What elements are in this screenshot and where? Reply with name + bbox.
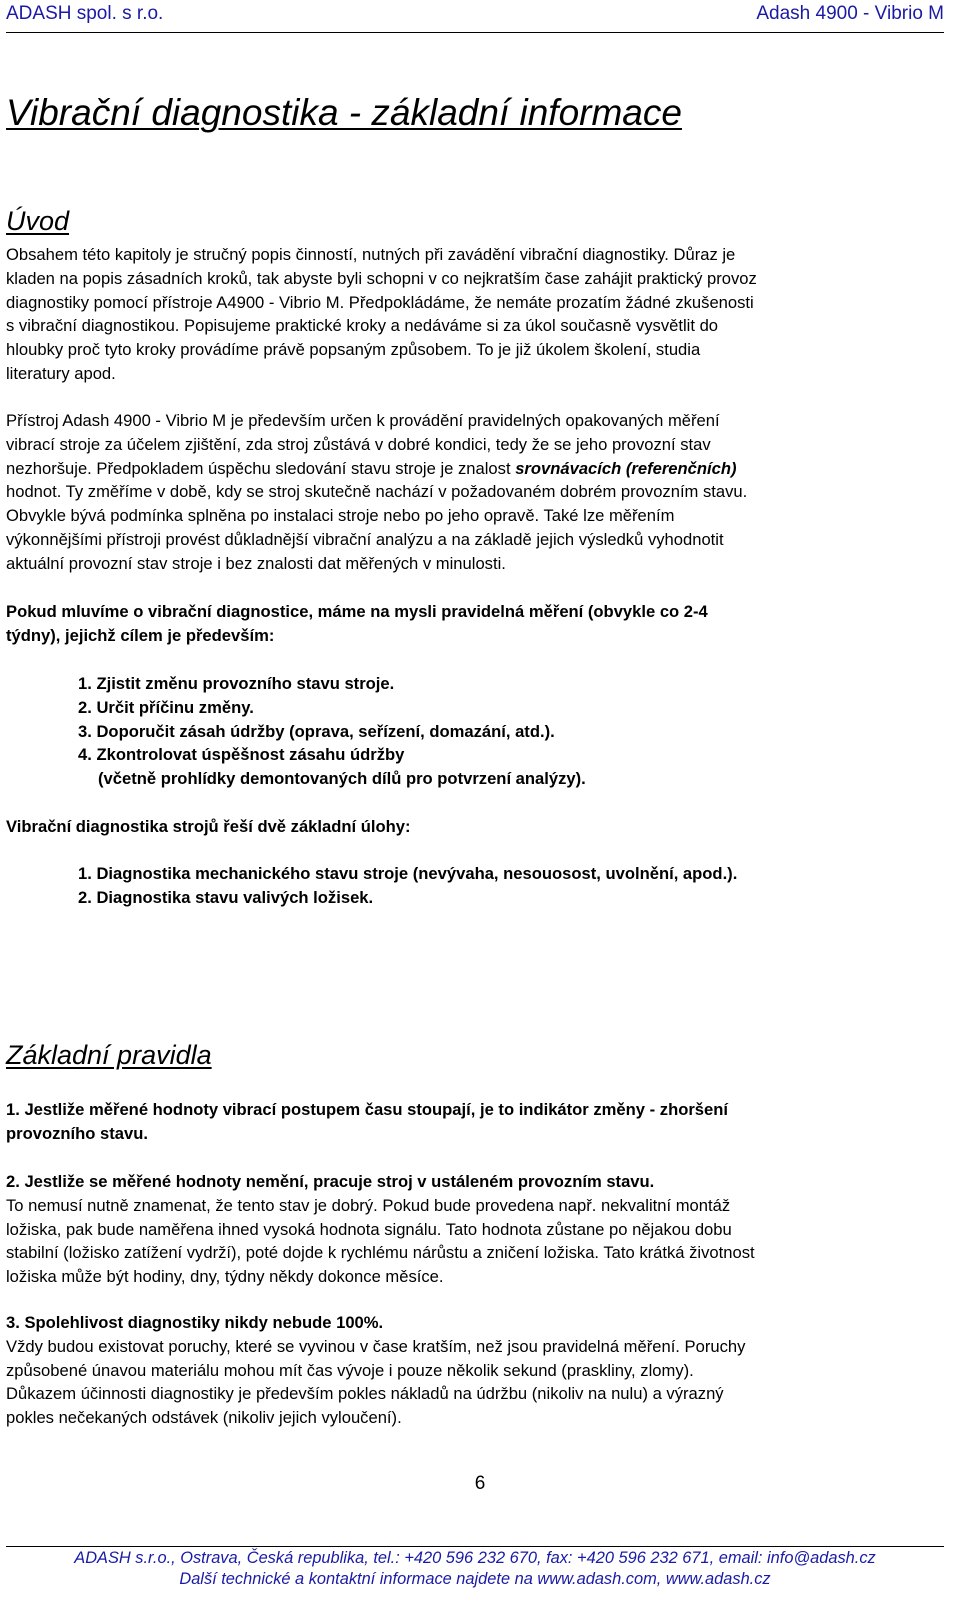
rule-title: 2. Jestliže se měřené hodnoty nemění, pracuje stroj v ustáleném provozním stavu. <box>6 1172 655 1191</box>
text-line: s vibrační diagnostikou. Popisujeme praktické kroky a nedáváme si za úkol současně vysvětlit do <box>6 316 719 336</box>
footer-web: Další technické a kontaktní informace najdete na www.adash.com, www.adash.cz <box>179 1570 771 1588</box>
text-line: 1. Jestliže měřené hodnoty vibrací postupem času stoupají, je to indikátor změny - zhoršení <box>6 1100 728 1119</box>
list-item: 1. Zjistit změnu provozního stavu stroje. <box>78 674 395 693</box>
rule-2 <box>6 1170 941 1289</box>
text-line: kladen na popis zásadních kroků, tak abyste byli schopni v co nejkratším čase zahájit praktický provoz <box>6 268 757 288</box>
text-line: provozního stavu. <box>6 1123 148 1143</box>
text-line: hloubky proč tyto kroky provádíme právě popsaným způsobem. To je již úkolem školení, studia <box>6 340 701 360</box>
text-line: Důkazem účinnosti diagnostiky je především pokles nákladů na údržbu (nikoliv na nulu) a výrazný <box>6 1384 724 1404</box>
list-item: 2. Diagnostika stavu valivých ložisek. <box>78 887 374 907</box>
list-item: 3. Doporučit zásah údržby (oprava, seřízení, domazání, atd.). <box>78 721 555 741</box>
text-line: Přístroj Adash 4900 - Vibrio M je především určen k provádění pravidelných opakovaných měření <box>6 411 720 430</box>
definition-paragraph <box>6 600 941 648</box>
page-title: Vibrační diagnostika - základní informace <box>6 92 682 133</box>
text-line: ložiska může být hodiny, dny, týdny někdy dokonce měsíce. <box>6 1267 444 1287</box>
text-line: stabilní (ložisko zatížení vydrží), poté dojde k rychlému nárůstu a zničení ložiska. Tato krátká životnost <box>6 1243 755 1263</box>
section-heading-uvod: Úvod <box>6 206 70 236</box>
header-company: ADASH spol. s r.o. <box>6 3 164 24</box>
page-footer <box>6 1546 944 1590</box>
text-line: literatury apod. <box>6 363 116 383</box>
page-header <box>6 0 944 33</box>
text-span: nezhoršuje. Předpokladem úspěchu sledování stavu stroje je znalost <box>6 458 516 478</box>
text-line: To nemusí nutně znamenat, že tento stav je dobrý. Pokud bude provedena např. nekvalitní montáž <box>6 1195 731 1215</box>
tasks-intro <box>6 815 941 839</box>
goals-list <box>6 672 941 791</box>
text-line: hodnot. Ty změříme v době, kdy se stroj skutečně nachází v požadovaném dobrém provozním stavu. <box>6 482 748 502</box>
text-line: diagnostiky pomocí přístroje A4900 - Vibrio M. Předpokládáme, že nemáte prozatím žádné zkušenosti <box>6 292 754 312</box>
text-line: způsobené únavou materiálu mohou mít čas vývoje i pouze několik sekund (praskliny, zlomy). <box>6 1360 694 1380</box>
list-item: 1. Diagnostika mechanického stavu stroje (nevývaha, nesouosost, uvolnění, apod.). <box>78 864 738 883</box>
list-item-continuation: (včetně prohlídky demontovaných dílů pro potvrzení analýzy). <box>98 769 586 789</box>
tasks-list <box>6 862 941 910</box>
reference-values-emphasis: srovnávacích (referenčních) <box>515 458 737 478</box>
device-paragraph <box>6 409 941 576</box>
text-line: Vždy budou existovat poruchy, které se vyvinou v čase kratším, než jsou pravidelná měření. Poruchy <box>6 1336 746 1356</box>
footer-contact: ADASH s.r.o., Ostrava, Česká republika, tel.: +420 596 232 670, fax: +420 596 232 671, email: info@adash.cz <box>74 1549 876 1567</box>
text-line: aktuální provozní stav stroje i bez znalosti dat měřených v minulosti. <box>6 553 506 573</box>
text-line: Obvykle bývá podmínka splněna po instalaci stroje nebo po jeho opravě. Také lze měřením <box>6 506 675 526</box>
section-heading-rules: Základní pravidla <box>6 1040 212 1070</box>
text-line: pokles nečekaných odstávek (nikoliv jejich vyloučení). <box>6 1408 402 1428</box>
list-item: 2. Určit příčinu změny. <box>78 697 254 717</box>
text-line: Vibrační diagnostika strojů řeší dvě základní úlohy: <box>6 817 411 836</box>
text-line: výkonnějšími přístroji provést důkladnější vibrační analýzu a na základě jejich výsledků vyhodnotit <box>6 529 724 549</box>
text-line: vibrací stroje za účelem zjištění, zda stroj zůstává v dobré kondici, tedy že se jeho provozní stav <box>6 434 711 454</box>
list-item: 4. Zkontrolovat úspěšnost zásahu údržby <box>78 745 405 765</box>
rule-1 <box>6 1098 941 1146</box>
text-line <box>6 457 941 481</box>
header-product: Adash 4900 - Vibrio M <box>756 3 944 24</box>
text-line: Obsahem této kapitoly je stručný popis činností, nutných při zavádění vibrační diagnostiky. Důraz je <box>6 245 736 264</box>
rule-title: 3. Spolehlivost diagnostiky nikdy nebude 100%. <box>6 1313 384 1332</box>
page-number: 6 <box>474 1473 486 1494</box>
intro-paragraph <box>6 243 941 386</box>
text-line: ložiska, pak bude naměřena ihned vysoká hodnota signálu. Tato hodnota zůstane po nějakou dobu <box>6 1219 732 1239</box>
text-line: týdny), jejichž cílem je především: <box>6 625 275 645</box>
text-line: Pokud mluvíme o vibrační diagnostice, máme na mysli pravidelná měření (obvykle co 2-4 <box>6 602 708 621</box>
rule-3 <box>6 1311 941 1430</box>
